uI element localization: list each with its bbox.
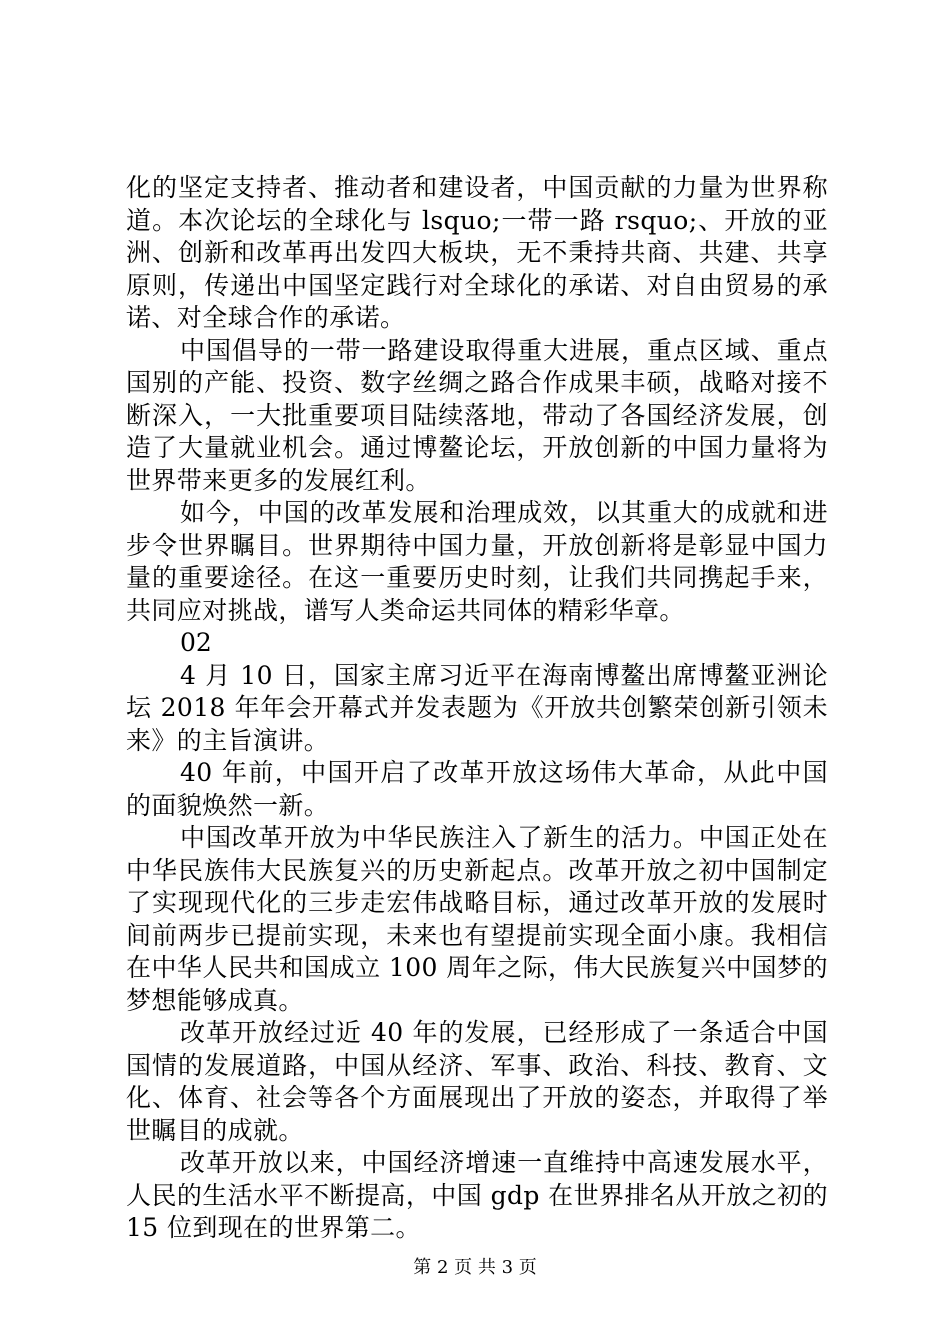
- paragraph-forty-years: 40 年前，中国开启了改革开放这场伟大革命，从此中国的面貌焕然一新。: [126, 758, 828, 820]
- page-number-label: 第 2 页 共 3 页: [413, 1257, 537, 1278]
- paragraph-national-rejuvenation: 中国改革开放为中华民族注入了新生的活力。中国正处在中华民族伟大民族复兴的历史新起点。改革开放之初中国制定了实现现代化的三步走宏伟战略目标，通过改革开放的发展时间前两步已提前实现，未来也有望提前实现全面小康。我相信在中华人民共和国成立 100 周年之际，伟大民族复兴中国梦的梦想能够成真。: [126, 823, 828, 1015]
- paragraph-development-path: 改革开放经过近 40 年的发展，已经形成了一条适合中国国情的发展道路，中国从经济、军事、政治、科技、教育、文化、体育、社会等各个方面展现出了开放的姿态，并取得了举世瞩目的成就。: [126, 1018, 828, 1145]
- paragraph-reform-achievements: 如今，中国的改革发展和治理成效，以其重大的成就和进步令世界瞩目。世界期待中国力量，开放创新将是彰显中国力量的重要途径。在这一重要历史时刻，让我们共同携起手来，共同应对挑战，谱写人类命运共同体的精彩华章。: [126, 498, 828, 625]
- section-number: 02: [180, 628, 212, 657]
- paragraph-belt-and-road: 中国倡导的一带一路建设取得重大进展，重点区域、重点国别的产能、投资、数字丝绸之路合作成果丰硕，战略对接不断深入，一大批重要项目陆续落地，带动了各国经济发展，创造了大量就业机会。通过博鳌论坛，开放创新的中国力量将为世界带来更多的发展红利。: [126, 335, 828, 495]
- body-text: [126, 172, 828, 1245]
- paragraph-boao-speech: 4 月 10 日，国家主席习近平在海南博鳌出席博鳌亚洲论坛 2018 年年会开幕式并发表题为《开放共创繁荣创新引领未来》的主旨演讲。: [126, 660, 828, 755]
- paragraph-continuation: 化的坚定支持者、推动者和建设者，中国贡献的力量为世界称道。本次论坛的全球化与 lsquo;一带一路 rsquo;、开放的亚洲、创新和改革再出发四大板块，无不秉持共商、共建、共享原则，传递出中国坚定践行对全球化的承诺、对自由贸易的承诺、对全球合作的承诺。: [126, 173, 828, 332]
- page-footer: [0, 1257, 950, 1279]
- paragraph-economic-growth: 改革开放以来，中国经济增速一直维持中高速发展水平，人民的生活水平不断提高，中国 gdp 在世界排名从开放之初的 15 位到现在的世界第二。: [126, 1148, 828, 1242]
